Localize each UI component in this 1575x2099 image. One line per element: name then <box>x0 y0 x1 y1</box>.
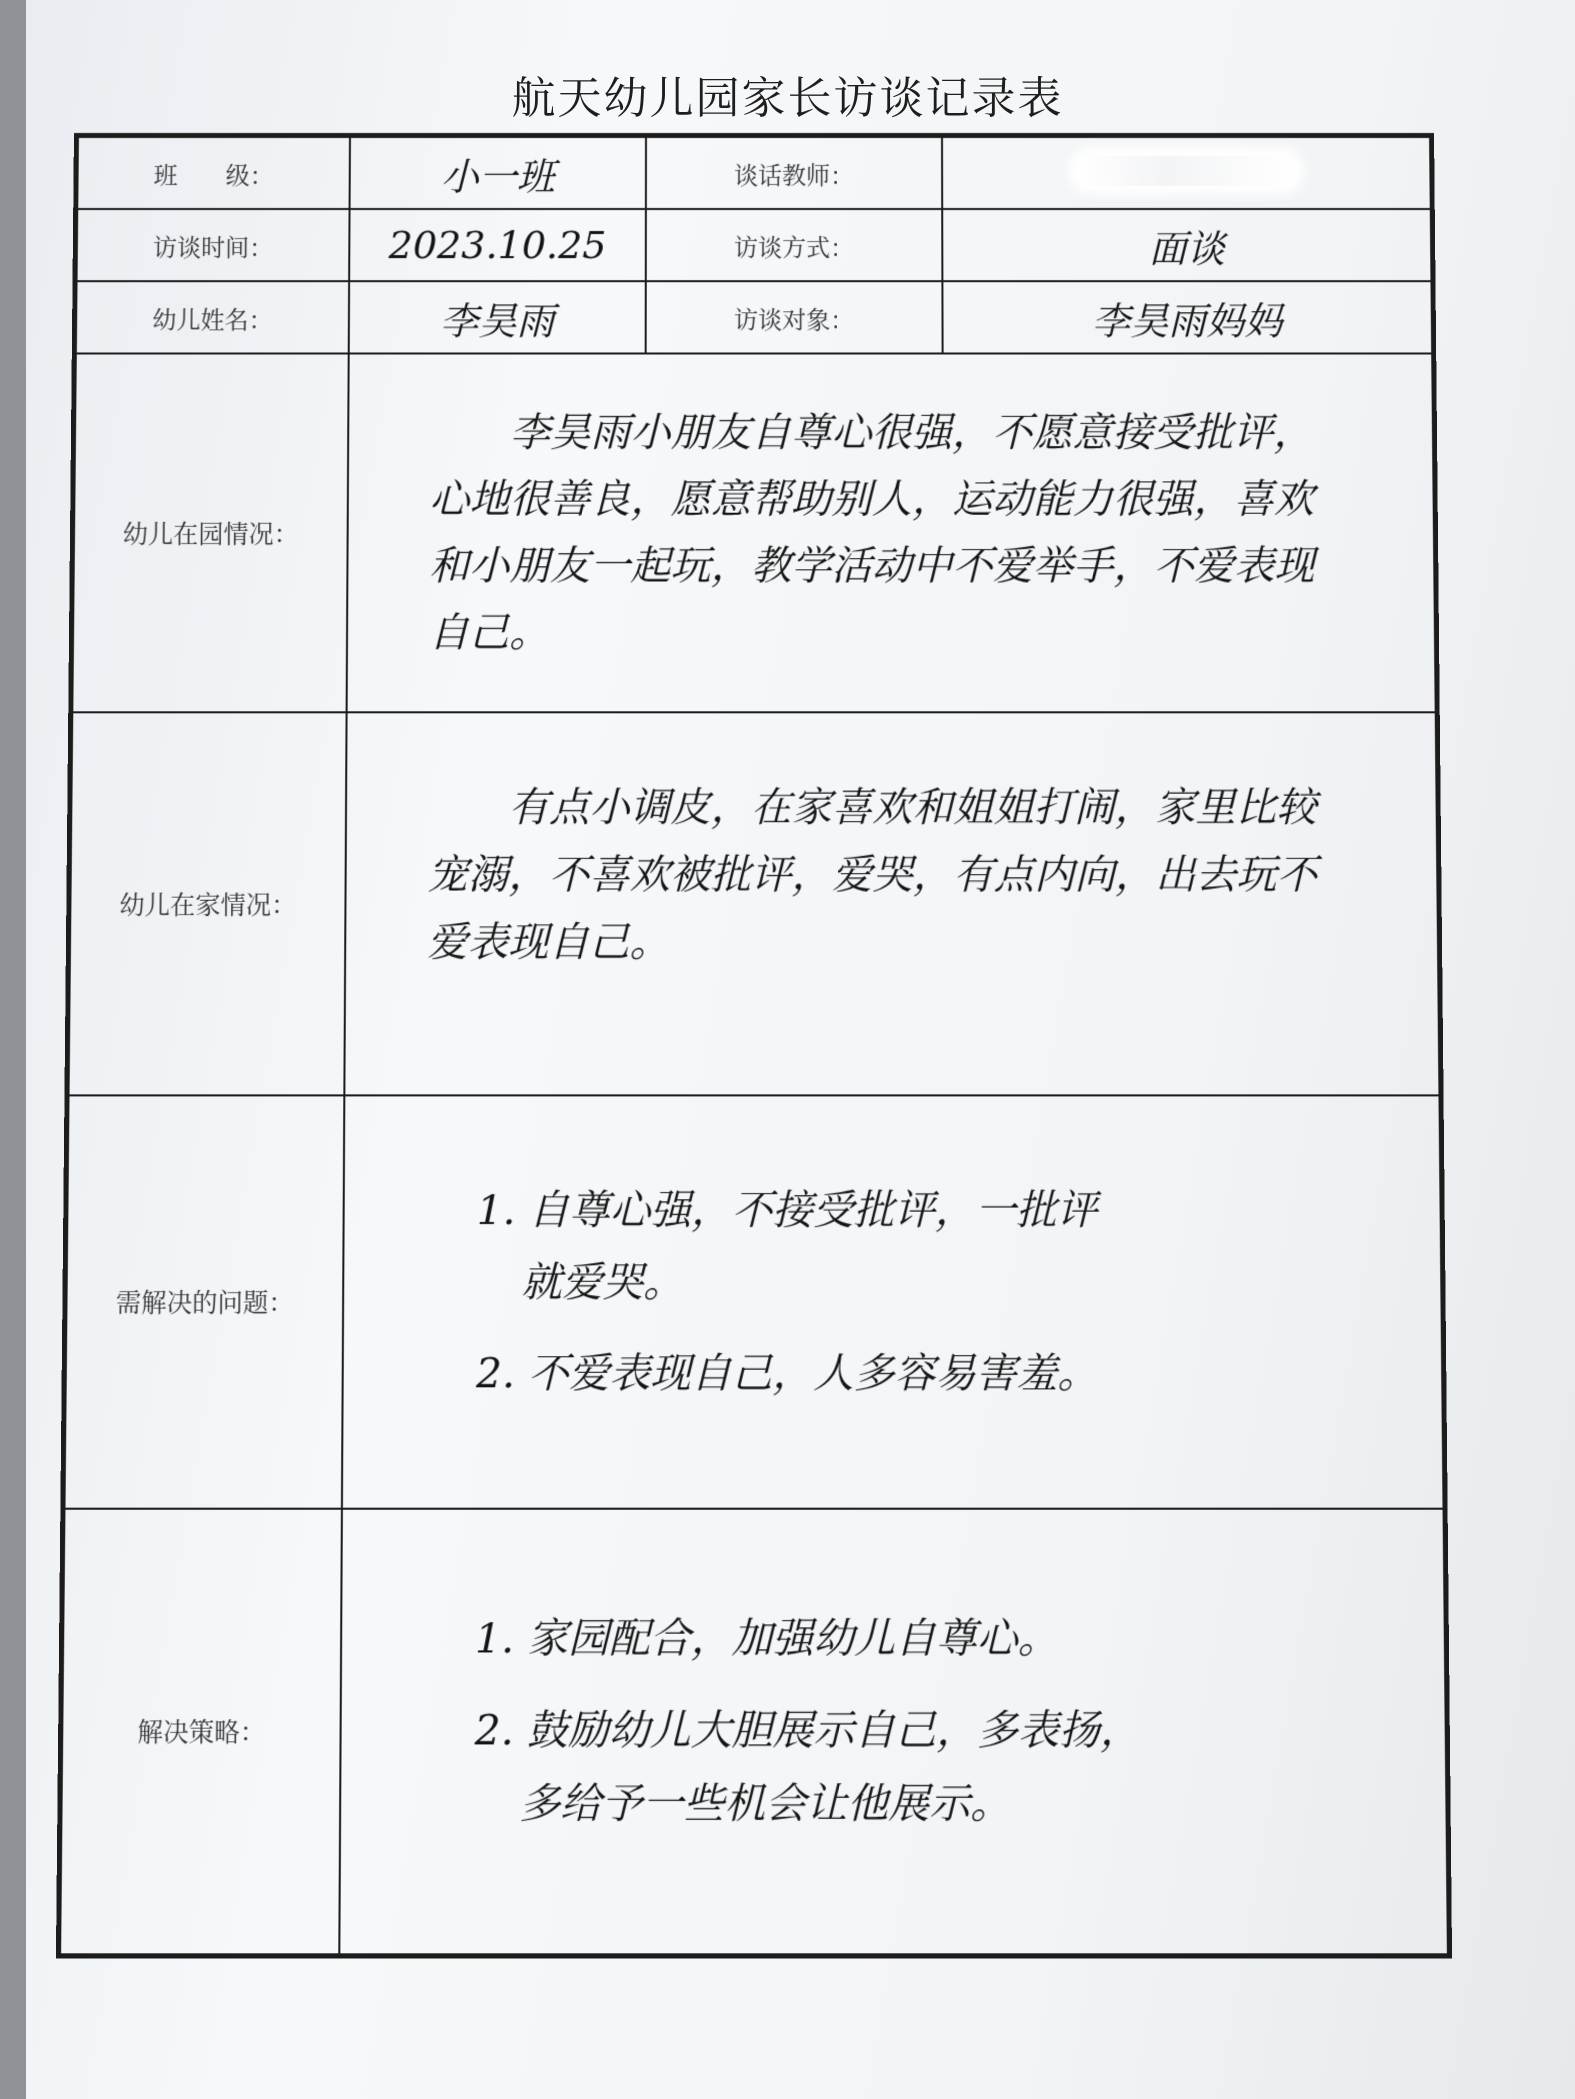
row-problems <box>64 1095 1443 1508</box>
interview-table <box>59 136 1449 1955</box>
strategy-num-1: 1. <box>474 1614 515 1663</box>
form-title: 航天幼儿园家长访谈记录表 <box>511 73 1064 124</box>
strategy-item-1 <box>475 1602 1383 1675</box>
teacher-label: 谈话教师： <box>646 137 942 209</box>
home-text: 有点小调皮，在家喜欢和姐姐打闹，家里比较宠溺，不喜欢被批评，爱哭，有点内向，出去玩不爱表现自己。 <box>427 784 1318 967</box>
row-date <box>77 209 1432 281</box>
problem-item-2 <box>476 1338 1381 1410</box>
date-value: 2023.10.25 <box>349 209 646 281</box>
problem-line-1a: 自尊心强，不接受批评，一批评 <box>528 1186 1098 1235</box>
teacher-value <box>942 137 1431 209</box>
date-label: 访谈时间： <box>77 209 350 281</box>
school-label: 幼儿在园情况： <box>72 353 348 712</box>
child-name-label: 幼儿姓名： <box>76 281 349 353</box>
method-value: 面谈 <box>942 209 1431 281</box>
method-label: 访谈方式： <box>646 209 943 281</box>
strategy-num-2: 2. <box>474 1706 514 1755</box>
home-label: 幼儿在家情况： <box>69 712 347 1095</box>
class-value: 小一班 <box>350 137 646 209</box>
class-label: 班 级： <box>77 137 350 209</box>
strategy-line-1a: 家园配合，加强幼儿自尊心。 <box>526 1614 1059 1663</box>
strategy-item-2 <box>474 1694 1384 1841</box>
problem-item-1 <box>476 1175 1379 1319</box>
row-strategy <box>60 1509 1448 1955</box>
problem-num-1: 1. <box>476 1186 516 1235</box>
redaction-blur <box>1076 156 1296 186</box>
interviewee-value: 李昊雨妈妈 <box>942 281 1432 353</box>
row-name <box>76 281 1432 353</box>
strategy-line-2a: 鼓励幼儿大胆展示自己，多表扬， <box>526 1706 1141 1755</box>
row-class <box>77 137 1430 209</box>
problems-label: 需解决的问题： <box>64 1095 344 1508</box>
problem-line-2a: 不爱表现自己，人多容易害羞。 <box>527 1350 1099 1398</box>
problem-line-1b: 就爱哭。 <box>521 1259 684 1307</box>
row-home <box>69 712 1440 1095</box>
interviewee-label: 访谈对象： <box>646 281 943 353</box>
child-name-value: 李昊雨 <box>349 281 646 353</box>
strategy-line-2b: 多给予一些机会让他展示。 <box>519 1780 1012 1829</box>
problem-num-2: 2. <box>475 1350 516 1398</box>
row-school <box>72 353 1435 712</box>
school-text-cell <box>347 353 1436 712</box>
strategy-label: 解决策略： <box>60 1509 342 1955</box>
home-text-cell <box>344 712 1439 1095</box>
strategy-cell <box>339 1509 1448 1955</box>
interview-form <box>56 133 1452 1959</box>
school-text: 李昊雨小朋友自尊心很强，不愿意接受批评，心地很善良，愿意帮助别人，运动能力很强，喜欢和小朋友一起玩，教学活动中不爱举手，不爱表现自己。 <box>428 409 1315 656</box>
problems-cell <box>342 1095 1444 1508</box>
